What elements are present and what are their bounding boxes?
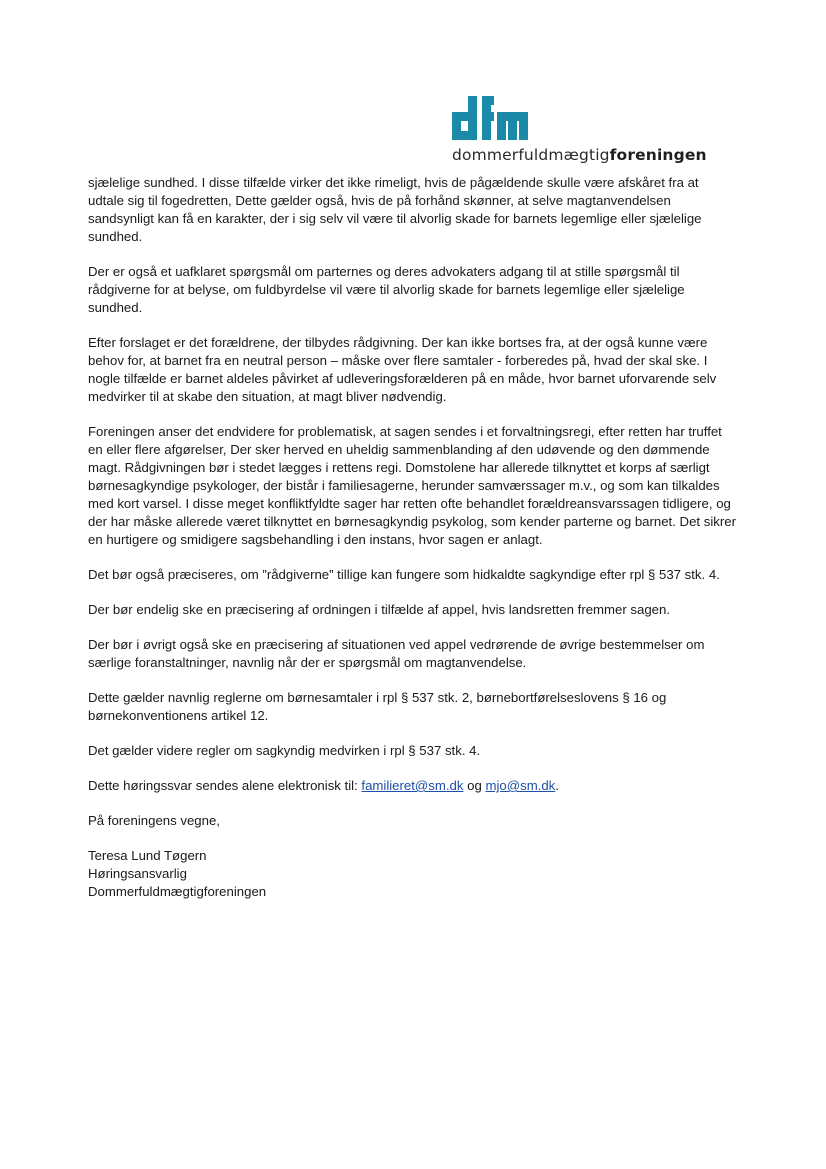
signatory-organisation: Dommerfuldmægtigforeningen	[88, 884, 267, 899]
email-link-mjo[interactable]: mjo@sm.dk	[485, 778, 556, 793]
email-link-familieret[interactable]: familieret@sm.dk	[361, 778, 464, 793]
email-line-suffix: .	[555, 778, 559, 793]
org-name-light: dommerfuldmægtig	[452, 146, 610, 164]
organisation-name	[452, 146, 707, 164]
email-line	[88, 777, 738, 795]
signature-block	[88, 847, 738, 901]
signatory-name: Teresa Lund Tøgern	[88, 848, 207, 863]
paragraph: Det gælder videre regler om sagkyndig medvirken i rpl § 537 stk. 4.	[88, 743, 481, 758]
signatory-role: Høringsansvarlig	[88, 866, 187, 881]
paragraph: Der bør endelig ske en præcisering af ordningen i tilfælde af appel, hvis landsretten fremmer sagen.	[88, 602, 671, 617]
paragraph: Der bør i øvrigt også ske en præcisering af situationen ved appel vedrørende de øvrige bestemmelser om særlige foranstaltninger, navnlig når der er spørgsmål om magtanvendelse.	[88, 637, 705, 670]
org-name-bold: foreningen	[609, 146, 707, 164]
paragraph: Det bør også præciseres, om ”rådgiverne” tillige kan fungere som hidkaldte sagkyndige efter rpl § 537 stk. 4.	[88, 567, 720, 582]
signoff: På foreningens vegne,	[88, 813, 220, 828]
email-line-prefix: Dette høringssvar sendes alene elektronisk til:	[88, 778, 362, 793]
paragraph: Efter forslaget er det forældrene, der tilbydes rådgivning. Der kan ikke bortses fra, at der også kunne være behov for, at barnet fra en neutral person – måske over flere samtaler - forberedes på, hvad der skal ske. I nogle tilfælde er barnet aldeles påvirket af udleveringsforælderen på en måde, hvor barnet uforvarende selv medvirker til at skabe den situation, at magt bliver nødvendig.	[88, 335, 717, 404]
dfm-logo-icon	[452, 96, 528, 140]
paragraph: Foreningen anser det endvidere for problematisk, at sagen sendes i et forvaltningsregi, efter retten har truffet en eller flere afgørelser, Der sker herved en uheldig sammenblanding af den udøvende og den dømmende magt. Rådgivningen bør i stedet lægges i rettens regi. Domstolene har allerede tilknyttet et korps af særligt børnesagkyndige psykologer, der bistår i familiesagerne, herunder samværssager m.v., og som kan tilkaldes med kort varsel. I disse meget konfliktfyldte sager har retten ofte behandlet forældreansvarssagen tidligere, og der har måske allerede været tilknyttet en børnesagkyndig psykolog, som kender parterne og barnet. Det sikrer en hurtigere og smidigere sagsbehandling i den instans, hvor sagen er anlagt.	[88, 424, 736, 547]
paragraph: Der er også et uafklaret spørgsmål om parternes og deres advokaters adgang til at stille spørgsmål til rådgiverne for at belyse, om fuldbyrdelse vil være til alvorlig skade for barnets legemlige eller sjælelige sundhed.	[88, 264, 685, 315]
email-line-joiner: og	[463, 778, 486, 793]
organisation-logo	[452, 96, 724, 166]
paragraph: sjælelige sundhed. I disse tilfælde virker det ikke rimeligt, hvis de pågældende skulle være afskåret fra at udtale sig til fogedretten, Dette gælder også, hvis de på forhånd skønner, at selve magtanvendelsen sandsynligt kan få en karakter, der i sig selv vil være til alvorlig skade for barnets legemlige eller sjælelige sundhed.	[88, 175, 702, 244]
letter-body	[88, 174, 738, 901]
paragraph: Dette gælder navnlig reglerne om børnesamtaler i rpl § 537 stk. 2, børnebortførelseslovens § 16 og børnekonventionens artikel 12.	[88, 690, 667, 723]
